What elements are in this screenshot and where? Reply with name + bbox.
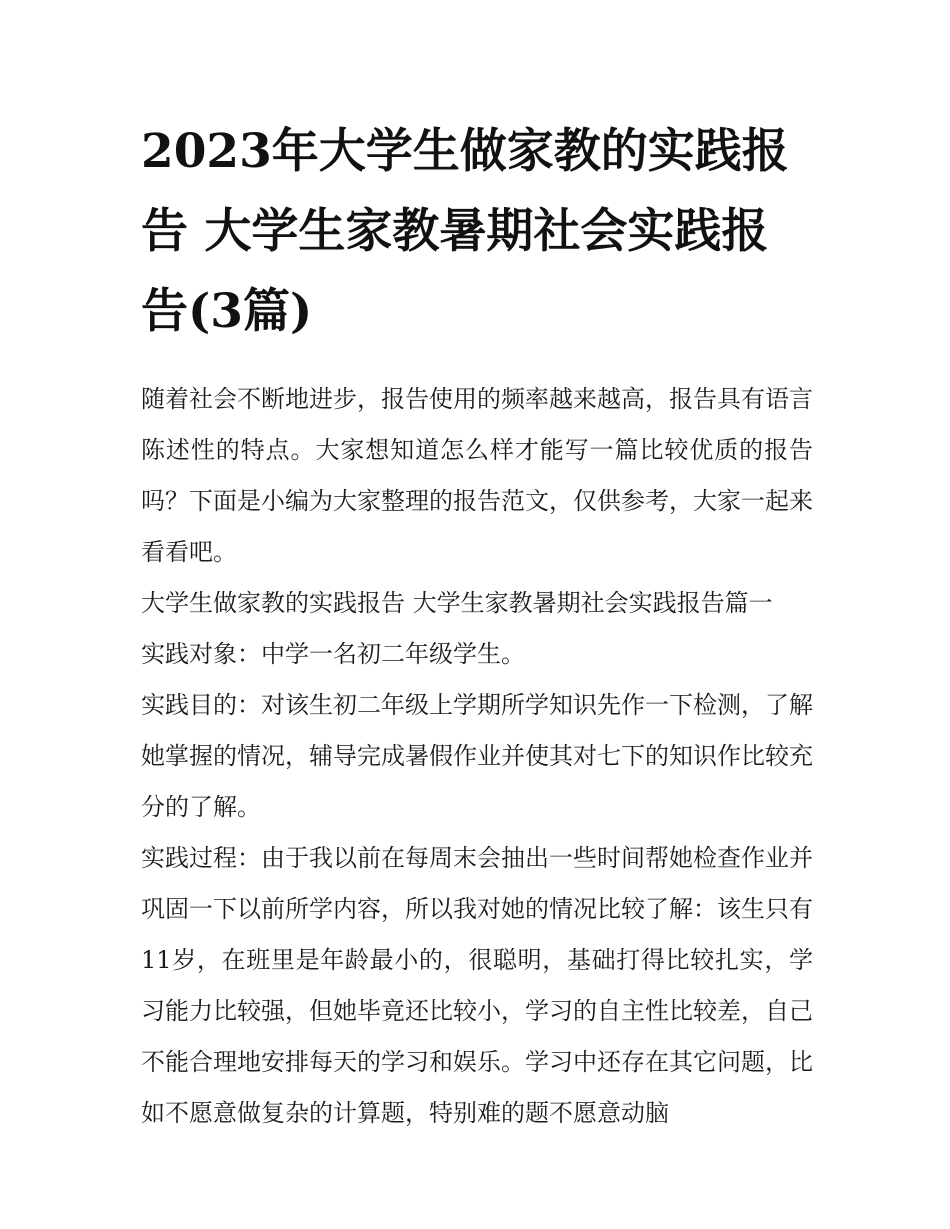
paragraph-intro: 随着社会不断地进步，报告使用的频率越来越高，报告具有语言陈述性的特点。大家想知道怎么样才能写一篇比较优质的报告吗？下面是小编为大家整理的报告范文，仅供参考，大家一起来看看吧。: [141, 385, 813, 566]
document-body: [141, 374, 813, 1139]
paragraph-section-heading: 大学生做家教的实践报告 大学生家教暑期社会实践报告篇一: [141, 589, 773, 617]
paragraph-practice-process: 实践过程：由于我以前在每周末会抽出一些时间帮她检查作业并巩固一下以前所学内容，所以我对她的情况比较了解：该生只有11岁，在班里是年龄最小的，很聪明，基础打得比较扎实，学习能力比较强，但她毕竟还比较小，学习的自主性比较差，自己不能合理地安排每天的学习和娱乐。学习中还存在其它问题，比如不愿意做复杂的计算题，特别难的题不愿意动脑: [141, 844, 813, 1127]
paragraph-practice-purpose: 实践目的：对该生初二年级上学期所学知识先作一下检测，了解她掌握的情况，辅导完成暑假作业并使其对七下的知识作比较充分的了解。: [141, 691, 813, 821]
document-content: [141, 112, 813, 1139]
document-title: 2023年大学生做家教的实践报告 大学生家教暑期社会实践报告(3篇): [141, 124, 789, 339]
paragraph-practice-object: 实践对象：中学一名初二年级学生。: [141, 640, 525, 668]
